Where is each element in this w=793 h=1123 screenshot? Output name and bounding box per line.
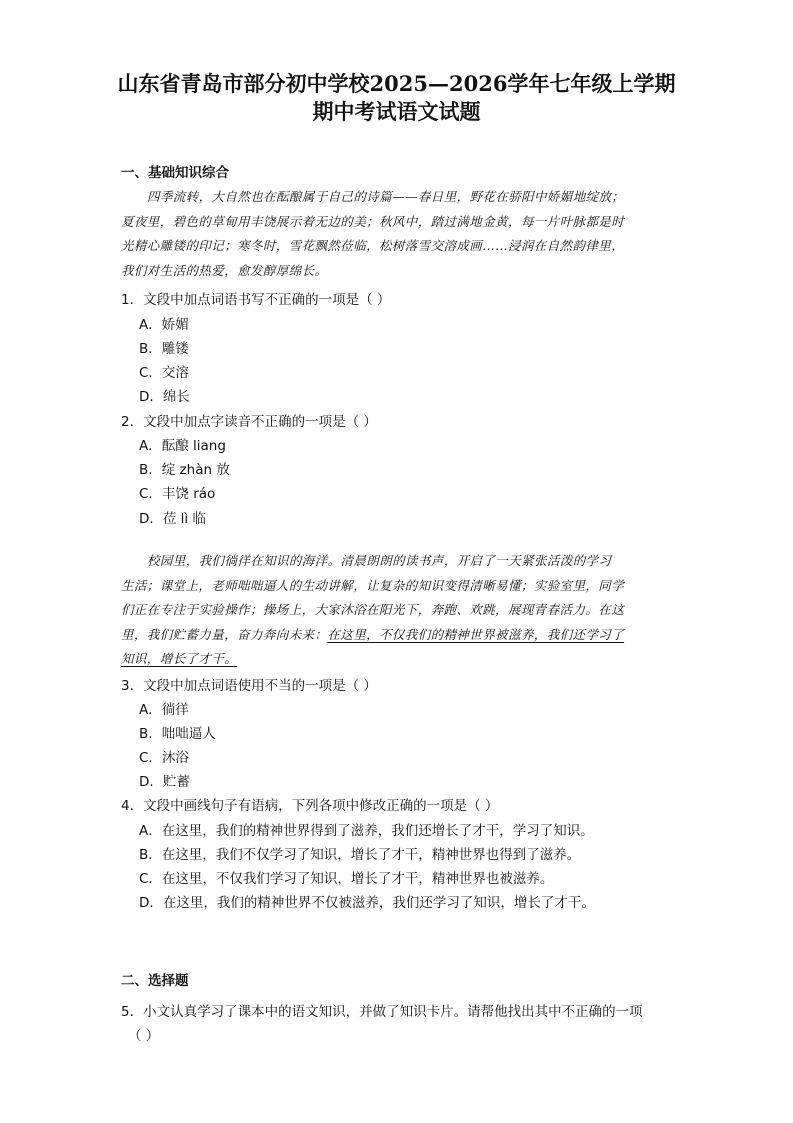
question-1-option-b: B．雕镂 [139,341,189,357]
passage-line-plain: 里，我们贮蓄力量，奋力奔向未来： [121,626,328,642]
underlined-sentence-part-1: 在这里，不仅我们的精神世界被滋养，我们还学习了 [327,626,625,642]
passage-line [121,647,673,672]
question-4-option-a: A．在这里，我们的精神世界得到了滋养，我们还增长了才干，学习了知识。 [139,823,594,839]
question-4-option-d: D．在这里，我们的精神世界不仅被滋养，我们还学习了知识，增长了才干。 [139,895,595,911]
question-3-stem: 3．文段中加点词语使用不当的一项是（ ） [121,678,377,694]
question-2-option-a: A．酝酿 liang [139,438,226,454]
question-1-option-a: A．娇媚 [139,317,189,333]
question-3-option-b: B．咄咄逼人 [139,726,216,742]
question-2-stem: 2．文段中加点字读音不正确的一项是（ ） [121,414,377,430]
question-1-stem: 1．文段中加点词语书写不正确的一项是（ ） [121,292,391,308]
question-4-option-b: B．在这里，我们不仅学习了知识，增长了才干，精神世界也得到了滋养。 [139,847,581,863]
question-3-option-d: D．贮蓄 [139,774,190,790]
question-1-option-c: C．交溶 [139,365,189,381]
passage-line: 夏夜里，碧色的草甸用丰饶展示着无边的美；秋风中，踏过满地金黄，每一片叶脉都是时 [121,213,625,229]
question-3-option-c: C．沐浴 [139,750,189,766]
question-2-option-d: D．莅 lì 临 [139,511,206,527]
passage-line: 光精心雕镂的印记；寒冬时，雪花飘然莅临，松树落雪交溶成画……浸润在自然韵律里， [121,238,625,253]
question-2-option-b: B．绽 zhàn 放 [139,462,230,478]
question-4-option-c: C．在这里，不仅我们学习了知识，增长了才干，精神世界也被滋养。 [139,871,554,887]
passage-line: 四季流转，大自然也在酝酿属于自己的诗篇——春日里，野花在骄阳中娇媚地绽放； [147,189,625,204]
section-heading-basic-knowledge: 一、基础知识综合 [121,165,229,181]
reading-passage-seasons [121,185,673,283]
exam-title-line-1: 山东省青岛市部分初中学校2025—2026学年七年级上学期 [117,71,676,96]
underlined-sentence-part-2: 知识，增长了才干。 [121,651,238,666]
question-5-stem-line-2: （ ） [128,1028,160,1044]
passage-line: 我们对生活的热爱，愈发醇厚绵长。 [121,262,328,278]
passage-line: 们正在专注于实验操作；操场上，大家沐浴在阳光下，奔跑、欢跳，展现青春活力。在这 [121,602,625,617]
question-3-option-a: A．徜徉 [139,702,189,718]
question-5-stem-line-1: 5．小文认真学习了课本中的语文知识，并做了知识卡片。请帮他找出其中不正确的一项 [121,1004,643,1020]
passage-line: 生活；课堂上，老师咄咄逼人的生动讲解，让复杂的知识变得清晰易懂；实验室里，同学 [121,577,625,593]
exam-title-line-2: 期中考试语文试题 [312,99,481,124]
passage-line [121,623,673,648]
reading-passage-campus [121,549,673,672]
passage-line: 校园里，我们徜徉在知识的海洋。清晨朗朗的读书声，开启了一天紧张活泼的学习 [147,553,612,568]
question-1-option-d: D．绵长 [139,389,190,405]
question-4-stem: 4．文段中画线句子有语病，下列各项中修改正确的一项是（ ） [121,798,499,814]
section-heading-multiple-choice: 二、选择题 [121,973,189,989]
question-2-option-c: C．丰饶 ráo [139,486,216,502]
